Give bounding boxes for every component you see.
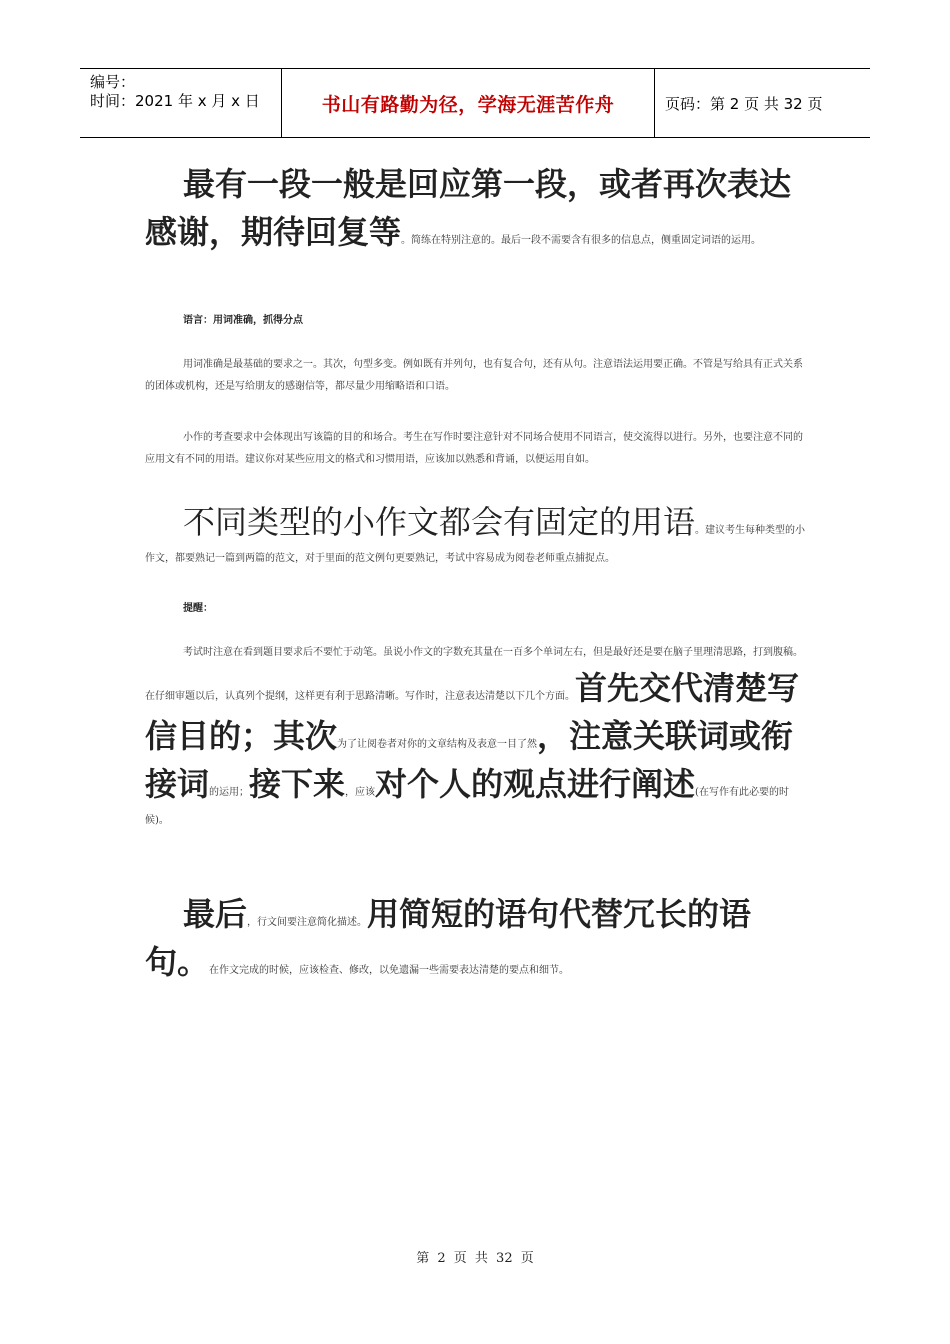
finally-simplify: ，行文间要注意简化描述。	[247, 917, 368, 928]
finally-check: 在作文完成的时候，应该检查、修改，以免遗漏一些需要表达清楚的要点和细节。	[209, 965, 570, 976]
heading-tip-text: 提醒：	[183, 603, 213, 614]
tips-should: ，应该	[345, 787, 376, 798]
paragraph-closing-note: 。简练在特别注意的。最后一段不需要含有很多的信息点，侧重固定词语的运用。	[401, 235, 762, 246]
header-motto-cell	[281, 69, 655, 137]
finally-word: 最后	[183, 895, 248, 933]
tips-first: 首先交代清楚写信目的；其次	[145, 669, 800, 755]
tips-usage: 的运用；	[209, 787, 250, 798]
page-header	[80, 68, 870, 138]
heading-tip	[145, 596, 805, 615]
paragraph-occasion: 小作的考查要求中会体现出写该篇的目的和场合。考生在写作时要注意针对不同场合使用不同语言，使交流得以进行。另外，也要注意不同的应用文有不同的用语。建议你对某些应用文的格式和习惯用语，应该加以熟悉和背诵，以便运用自如。	[145, 432, 803, 465]
tips-reason: 为了让阅卷者对你的文章结构及表意一目了然	[337, 739, 538, 750]
motto: 书山有路勤为径，学海无涯苦作舟	[321, 93, 615, 116]
page-label: 页码：第 2 页 共 32 页	[665, 94, 823, 113]
page-footer: 第 2 页 共 32 页	[416, 1251, 534, 1266]
header-meta	[80, 69, 280, 137]
tips-intro: 考试时注意在看到题目要求后不要忙于动笔。虽说小作文的字数充其量在一百多个单词左右，但是最好还是要在脑子里理清思路，打到腹稿。在仔细审题以后，认真列个提纲，这样更有利于思路清晰。写作时，注意表达清楚以下几个方面。	[145, 647, 803, 702]
heading-language	[145, 308, 805, 327]
tips-when-needed: (在写作有此必要的时候)。	[145, 787, 789, 826]
tips-next: 接下来	[249, 765, 346, 803]
paragraph-closing-emphasis: 最有一段一般是回应第一段，或者再次表达感谢，期待回复等	[145, 165, 792, 251]
tips-opinion: 对个人的观点进行阐述	[375, 765, 696, 803]
paragraph-wording: 用词准确是最基础的要求之一。其次，句型多变。例如既有并列句，也有复合句，还有从句。注意语法运用要正确。不管是写给具有正式关系的团体或机构，还是写给朋友的感谢信等，都尽量少用缩略语和口语。	[145, 359, 803, 392]
paragraph-closing	[145, 160, 805, 256]
paragraph-fixed-phrases-note: 。建议考生每种类型的小作文，都要熟记一篇到两篇的范文，对于里面的范文例句更要熟记，考试中容易成为阅卷老师重点捕捉点。	[145, 525, 806, 564]
heading-language-text: 语言：用词准确，抓得分点	[183, 315, 303, 326]
time-label: 时间：2021 年 x 月 x 日	[90, 92, 260, 110]
header-page-cell	[655, 69, 870, 137]
paragraph-finally	[145, 890, 805, 986]
paragraph-tips	[145, 640, 805, 829]
serial-label: 编号：	[90, 73, 136, 91]
paragraph-fixed-phrases	[145, 498, 805, 567]
paragraph-fixed-phrases-emphasis: 不同类型的小作文都会有固定的用语	[183, 503, 696, 541]
finally-short-sentences: 用简短的语句代替冗长的语句。	[145, 895, 752, 981]
tips-connectives: ，注意关联词或衔接词	[145, 717, 794, 803]
